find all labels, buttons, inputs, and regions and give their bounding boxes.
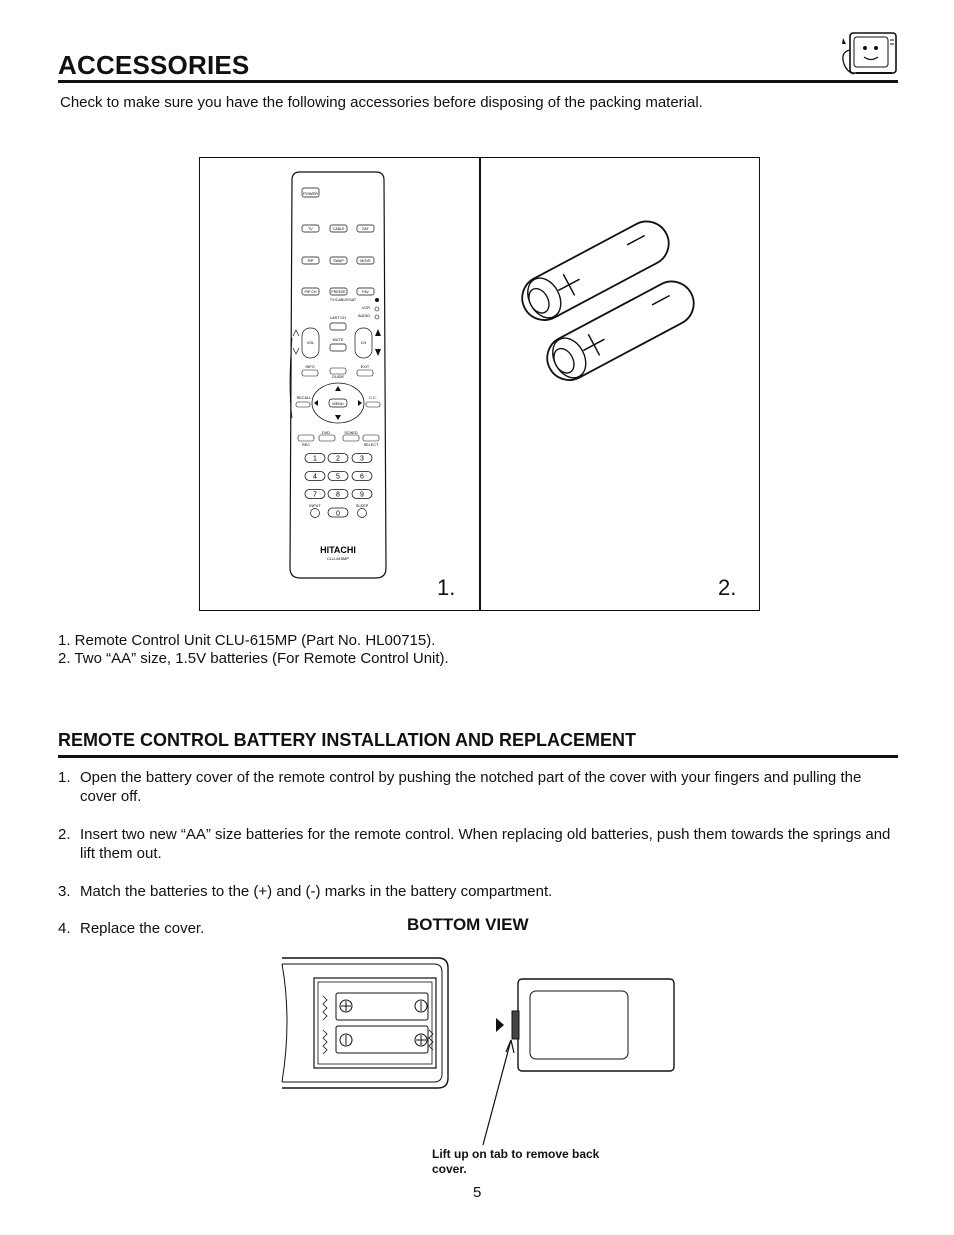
tab-caption: Lift up on tab to remove back cover. <box>432 1147 600 1176</box>
svg-text:INPUT: INPUT <box>309 504 321 508</box>
section-rule <box>58 755 898 758</box>
remote-control-illustration <box>200 158 479 610</box>
step-number: 4. <box>58 920 71 937</box>
battery-compartment-illustration <box>278 950 678 1150</box>
remote-digit-label: 5 <box>336 473 340 481</box>
remote-digit-label: 9 <box>360 491 364 499</box>
step-text: Open the battery cover of the remote control by pushing the notched part of the cover with your fingers and pulling the cover off. <box>80 769 862 805</box>
remote-digit-label: 6 <box>360 473 364 481</box>
svg-text:EXIT: EXIT <box>360 365 370 369</box>
svg-text:INFO: INFO <box>305 365 315 369</box>
remote-digit-label: 8 <box>336 491 340 499</box>
svg-text:LAST CH: LAST CH <box>330 316 346 320</box>
svg-text:TV/CABLE/SAT: TV/CABLE/SAT <box>329 298 357 302</box>
page-title: ACCESSORIES <box>58 50 250 80</box>
remote-digit-label: 3 <box>360 455 364 463</box>
step-text: Insert two new “AA” size batteries for the remote control. When replacing old batteries, push them towards the springs and lift them out. <box>80 826 891 862</box>
tv-mascot-icon <box>838 30 900 78</box>
step-item <box>58 919 358 938</box>
remote-button-label: CABLE <box>332 227 345 232</box>
bottom-view-label: BOTTOM VIEW <box>407 915 529 934</box>
svg-text:C.C.: C.C. <box>369 396 377 400</box>
remote-button-label: PIP CH <box>304 290 317 295</box>
step-number: 2. <box>58 826 71 843</box>
remote-button-label: SWAP <box>333 259 344 264</box>
remote-button-label: PIP <box>307 259 314 264</box>
svg-text:SCHED: SCHED <box>344 431 358 435</box>
svg-text:POWER: POWER <box>302 191 319 196</box>
svg-text:REC: REC <box>301 443 311 447</box>
step-text: Replace the cover. <box>80 920 205 937</box>
remote-digit-label: 2 <box>336 455 340 463</box>
svg-text:CH: CH <box>360 341 367 345</box>
svg-text:AUDIO: AUDIO <box>357 314 370 318</box>
svg-text:VCR: VCR <box>361 306 370 310</box>
svg-text:GUIDE: GUIDE <box>331 375 345 379</box>
panel-number-1: 1. <box>437 575 456 600</box>
svg-text:SELECT: SELECT <box>363 443 379 447</box>
remote-button-label: FAV <box>362 290 369 295</box>
section-heading: REMOTE CONTROL BATTERY INSTALLATION AND REPLACEMENT <box>58 730 636 750</box>
svg-text:0: 0 <box>336 510 340 518</box>
remote-figure-panel <box>199 157 480 611</box>
remote-digit-label: 7 <box>313 491 317 499</box>
svg-text:VOL: VOL <box>306 341 315 345</box>
page-number: 5 <box>473 1184 482 1201</box>
intro-text: Check to make sure you have the following accessories before disposing of the packing material. <box>60 94 703 111</box>
step-item <box>58 882 900 901</box>
remote-button-label: MOVE <box>360 259 371 264</box>
svg-text:HITACHI: HITACHI <box>320 545 356 555</box>
remote-digit-label: 1 <box>313 455 317 463</box>
remote-button-label: FREEZE <box>331 290 346 295</box>
step-number: 3. <box>58 883 71 900</box>
svg-text:MUTE: MUTE <box>332 338 344 342</box>
panel-number-2: 2. <box>718 575 737 600</box>
step-text: Match the batteries to the (+) and (-) marks in the battery compartment. <box>80 883 553 900</box>
step-number: 1. <box>58 769 71 786</box>
battery-figure-panel <box>480 157 760 611</box>
svg-text:RECALL: RECALL <box>296 396 312 400</box>
svg-text:DVD: DVD <box>321 431 331 435</box>
aa-batteries-illustration <box>481 158 759 610</box>
header-rule <box>58 80 898 83</box>
svg-text:CLU-615MP: CLU-615MP <box>326 556 350 561</box>
accessory-item: 2. Two “AA” size, 1.5V batteries (For Remote Control Unit). <box>58 650 449 667</box>
remote-digit-label: 4 <box>313 473 317 481</box>
remote-button-label: SAT <box>362 227 369 232</box>
svg-text:MENU: MENU <box>332 402 344 406</box>
svg-text:SLEEP: SLEEP <box>355 504 369 508</box>
remote-button-label: TV <box>308 227 313 232</box>
accessory-item: 1. Remote Control Unit CLU-615MP (Part No. HL00715). <box>58 632 436 649</box>
step-item <box>58 825 900 863</box>
step-item <box>58 768 900 806</box>
